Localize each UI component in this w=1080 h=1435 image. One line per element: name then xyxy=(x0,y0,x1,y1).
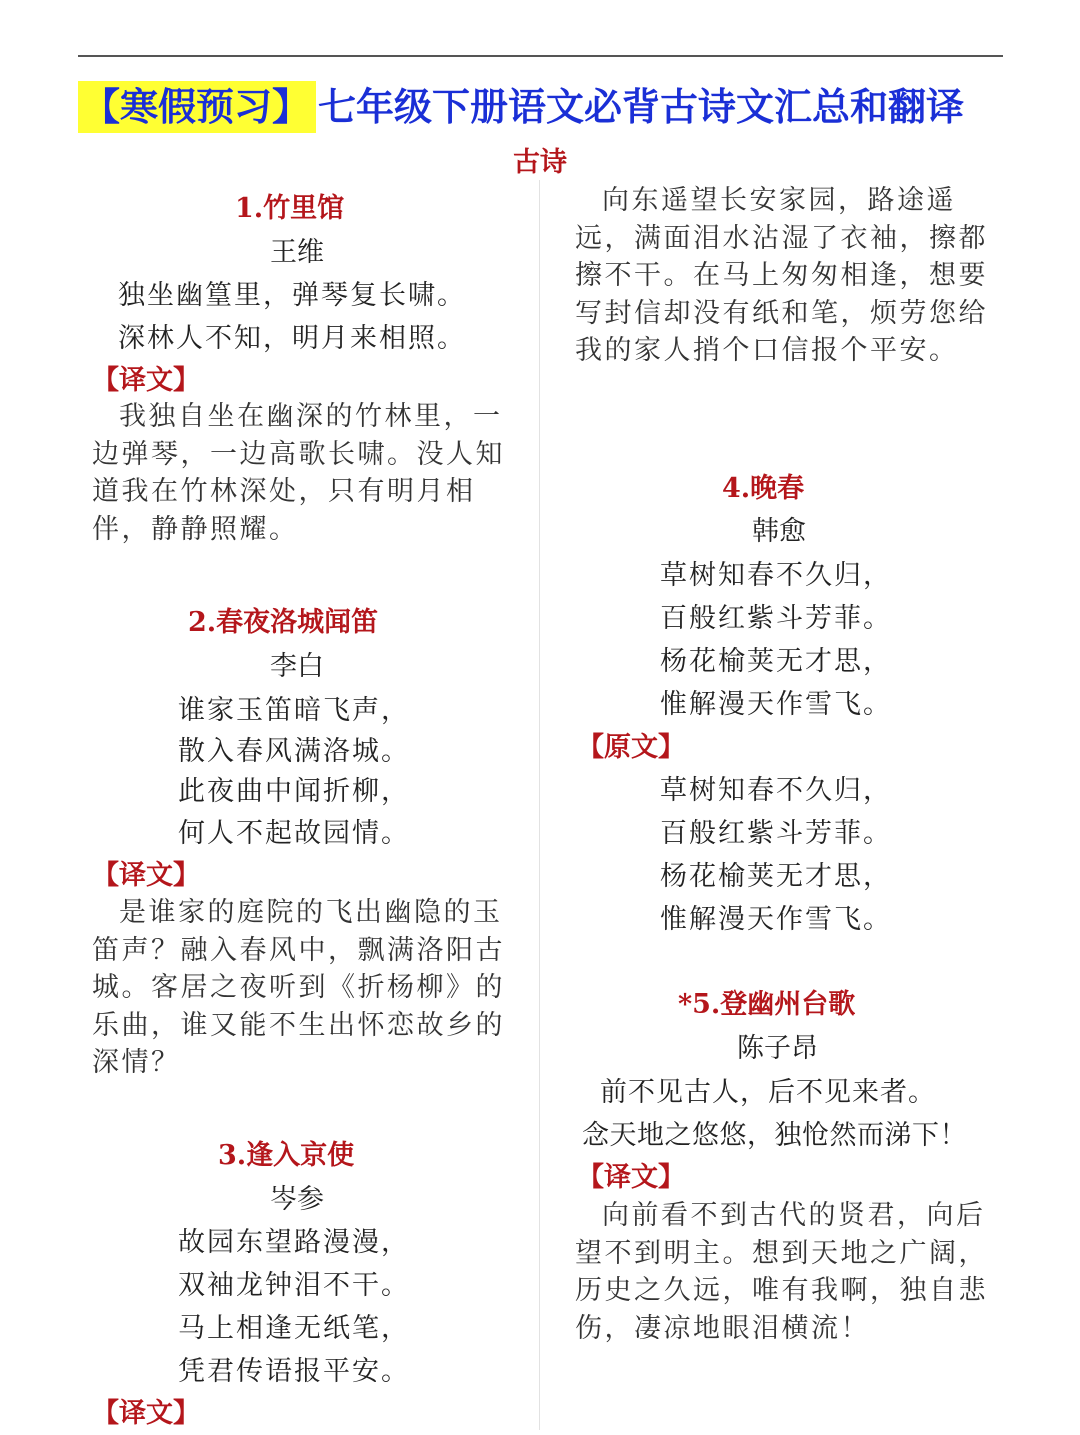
poem-2-line-3: 此夜曲中闻折柳， xyxy=(178,776,410,807)
poem-2-line-2: 散入春风满洛城。 xyxy=(178,736,410,767)
poem-1-tag: 【译文】 xyxy=(92,365,200,396)
poem-4-line-3: 杨花榆荚无才思， xyxy=(660,646,892,677)
poem-2-author: 李白 xyxy=(270,651,324,682)
poem-5-heading: *5.登幽州台歌 xyxy=(678,989,856,1020)
poem-4-line-2: 百般红紫斗芳菲。 xyxy=(660,603,892,634)
poem-1-author: 王维 xyxy=(270,237,324,268)
poem-1-line-2: 深林人不知，明月来相照。 xyxy=(118,323,466,354)
poem-1-heading: 1.竹里馆 xyxy=(235,193,345,224)
poem-2-line-1: 谁家玉笛暗飞声， xyxy=(178,695,410,726)
poem-3-author: 岑参 xyxy=(270,1184,324,1215)
poem-2-line-4: 何人不起故园情。 xyxy=(178,818,410,849)
poem-4-author: 韩愈 xyxy=(752,516,806,547)
poem-4-orig-line-4: 惟解漫天作雪飞。 xyxy=(660,904,892,935)
top-divider xyxy=(78,55,1003,57)
document-title xyxy=(78,80,964,134)
poem-3-line-2: 双袖龙钟泪不干。 xyxy=(178,1270,410,1301)
poem-2-heading: 2.春夜洛城闻笛 xyxy=(188,607,379,638)
poem-5-line-2: 念天地之悠悠，独怆然而涕下！ xyxy=(582,1120,967,1151)
poem-4-orig-line-1: 草树知春不久归， xyxy=(660,775,892,806)
title-highlight: 【寒假预习】 xyxy=(78,81,316,133)
poem-5-translation: 向前看不到古代的贤君，向后望不到明主。想到天地之广阔，历史之久远，唯有我啊，独自悲伤，凄凉地眼泪横流！ xyxy=(575,1200,988,1344)
poem-5-line-1: 前不见古人，后不见来者。 xyxy=(600,1077,936,1108)
column-divider xyxy=(539,180,540,1430)
poem-3-line-1: 故园东望路漫漫， xyxy=(178,1227,410,1258)
poem-1-translation: 我独自坐在幽深的竹林里，一边弹琴，一边高歌长啸。没人知道我在竹林深处，只有明月相伴，静静照耀。 xyxy=(92,401,505,545)
poem-4-orig-line-3: 杨花榆荚无才思， xyxy=(660,861,892,892)
poem-2-translation: 是谁家的庭院的飞出幽隐的玉笛声？融入春风中，飘满洛阳古城。客居之夜听到《折杨柳》的乐曲，谁又能不生出怀恋故乡的深情？ xyxy=(92,897,505,1078)
poem-3-tag: 【译文】 xyxy=(92,1398,200,1429)
section-subtitle: 古诗 xyxy=(513,147,567,178)
poem-4-heading: 4.晚春 xyxy=(722,473,805,504)
poem-5-author: 陈子昂 xyxy=(737,1033,818,1064)
title-main: 七年级下册语文必背古诗文汇总和翻译 xyxy=(318,84,965,129)
poem-4-line-1: 草树知春不久归， xyxy=(660,560,892,591)
poem-3-heading: 3.逢入京使 xyxy=(218,1140,355,1171)
poem-4-orig-line-2: 百般红紫斗芳菲。 xyxy=(660,818,892,849)
poem-3-line-4: 凭君传语报平安。 xyxy=(178,1356,410,1387)
poem-4-tag: 【原文】 xyxy=(577,732,685,763)
poem-2-tag: 【译文】 xyxy=(92,860,200,891)
poem-3-line-3: 马上相逢无纸笔， xyxy=(178,1313,410,1344)
poem-1-line-1: 独坐幽篁里，弹琴复长啸。 xyxy=(118,280,466,311)
poem-5-tag: 【译文】 xyxy=(577,1162,685,1193)
poem-4-line-4: 惟解漫天作雪飞。 xyxy=(660,689,892,720)
poem-3-translation: 向东遥望长安家园，路途遥远，满面泪水沾湿了衣袖，擦都擦不干。在马上匆匆相逢，想要写封信却没有纸和笔，烦劳您给我的家人捎个口信报个平安。 xyxy=(575,185,988,366)
